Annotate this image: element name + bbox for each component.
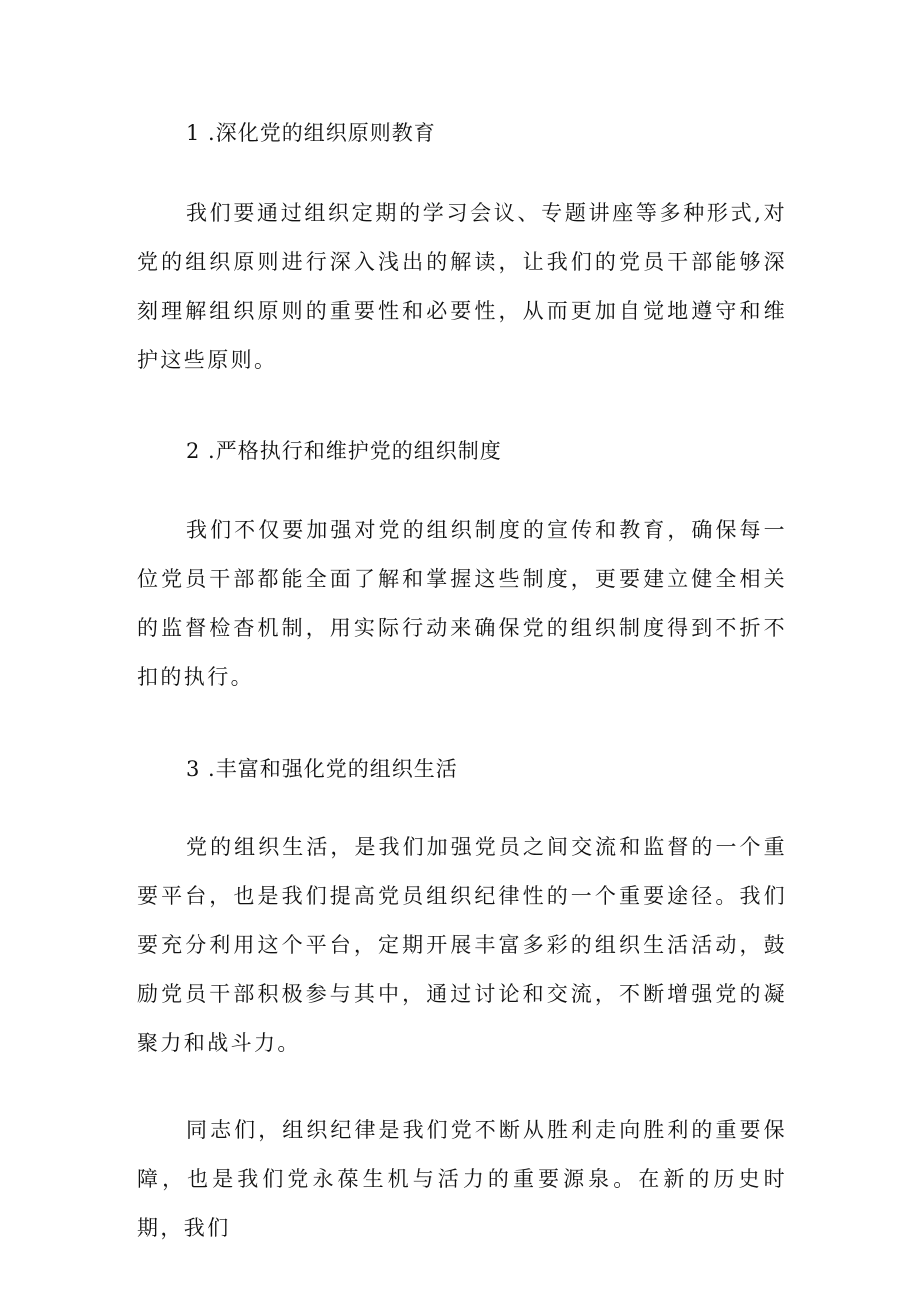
closing-paragraph: 同志们，组织纪律是我们党不断从胜利走向胜利的重要保障，也是我们党永葆生机与活力的重要源泉。在新的历史时期，我们 <box>137 1118 787 1240</box>
section-heading-1: 1 .深化党的组织原则教育 <box>186 121 436 145</box>
section-paragraph-2: 我们不仅要加强对党的组织制度的宣传和教育，确保每一位党员干部都能全面了解和掌握这些制度，更要建立健全相关的监督检杳机制，用实际行动来确保党的组织制度得到不折不扣的执行。 <box>137 518 787 689</box>
section-heading-3: 3 .丰富和强化党的组织生活 <box>186 757 458 781</box>
section-paragraph-1: 我们要通过组织定期的学习会议、专题讲座等多种形式,对党的组织原则进行深入浅出的解读，让我们的党员干部能够深刻理解组织原则的重要性和必要性，从而更加自觉地遵守和维护这些原则。 <box>137 201 787 372</box>
section-heading-2: 2 .严格执行和维护党的组织制度 <box>186 439 502 463</box>
section-paragraph-3: 党的组织生活，是我们加强党员之间交流和监督的一个重要平台，也是我们提高党员组织纪律性的一个重要途径。我们要充分利用这个平台，定期开展丰富多彩的组织生活活动，鼓励党员干部积极参与其中，通过讨论和交流，不断增强党的凝聚力和战斗力。 <box>137 835 787 1055</box>
